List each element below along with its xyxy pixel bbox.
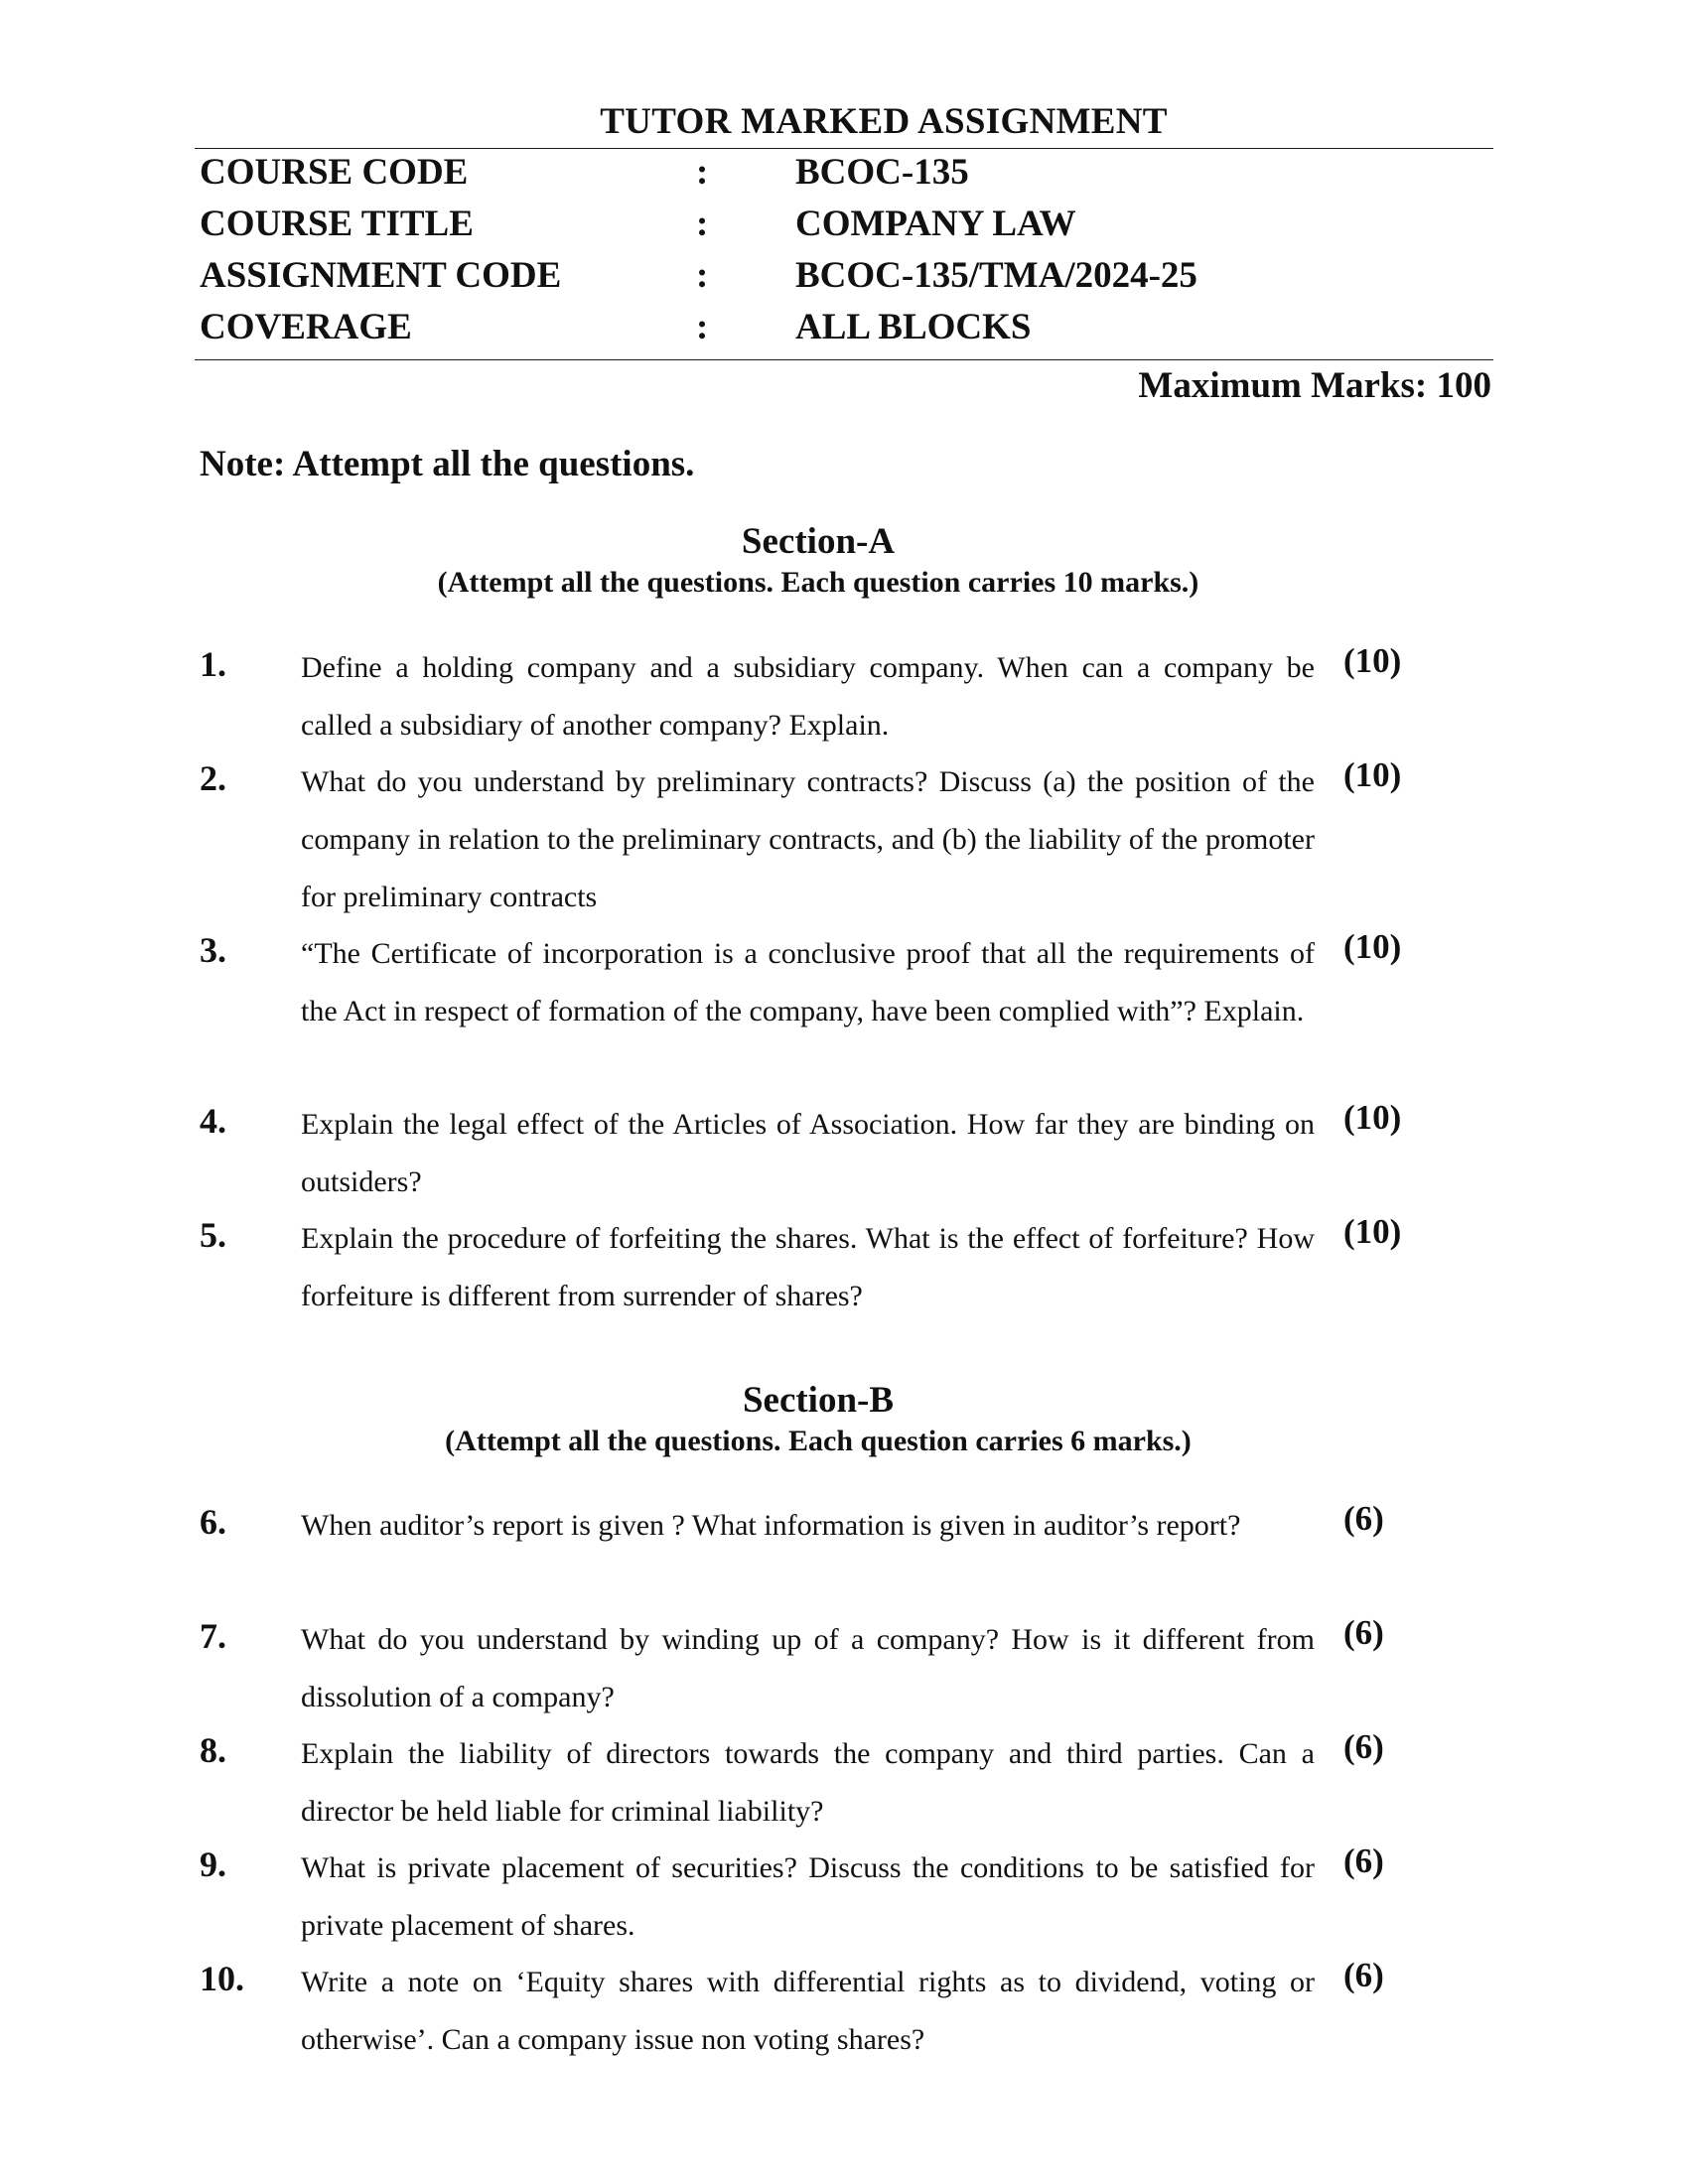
top-divider	[195, 148, 1493, 149]
question-text: “The Certificate of incorporation is a conclusive proof that all the requirements of the Act in respect of formation of the company, have been complied with”? Explain.	[301, 937, 1315, 1027]
question-marks: (10)	[1343, 927, 1402, 966]
field-value: BCOC-135/TMA/2024-25	[795, 255, 1197, 296]
section-b-instructions: (Attempt all the questions. Each question carries 6 marks.)	[445, 1425, 1192, 1457]
question-marks: (6)	[1343, 1613, 1384, 1652]
field-value: ALL BLOCKS	[795, 307, 1032, 347]
coverage-row	[0, 306, 1688, 355]
field-colon: :	[696, 255, 709, 296]
field-colon: :	[696, 152, 709, 193]
question-number: 9.	[200, 1844, 226, 1884]
question-marks: (6)	[1343, 1842, 1384, 1880]
question-text: Write a note on ‘Equity shares with differential rights as to dividend, voting or otherwise’. Can a company issue non voting shares?	[301, 1966, 1315, 2056]
question-number: 7.	[200, 1616, 226, 1656]
instruction-note: Note: Attempt all the questions.	[200, 444, 695, 484]
question-text: What do you understand by winding up of a company? How is it different from dissolution of a company?	[301, 1623, 1315, 1713]
bottom-divider	[195, 359, 1493, 360]
question-number: 4.	[200, 1101, 226, 1141]
question-number: 5.	[200, 1215, 226, 1255]
field-label: COVERAGE	[200, 307, 412, 347]
question-marks: (10)	[1343, 755, 1402, 794]
question-text: What do you understand by preliminary contracts? Discuss (a) the position of the company in relation to the preliminary contracts, and (b) the liability of the promoter for preliminary contracts	[301, 765, 1315, 913]
question-marks: (10)	[1343, 1212, 1402, 1251]
question-marks: (10)	[1343, 641, 1402, 680]
course-code-row	[0, 151, 1688, 201]
field-label: ASSIGNMENT CODE	[200, 255, 562, 296]
course-title-row	[0, 203, 1688, 252]
question-text: Explain the procedure of forfeiting the shares. What is the effect of forfeiture? How forfeiture is different from surrender of shares?	[301, 1222, 1315, 1312]
question-number: 3.	[200, 930, 226, 970]
section-a-title: Section-A	[741, 521, 896, 562]
question-marks: (6)	[1343, 1499, 1384, 1538]
maximum-marks: Maximum Marks: 100	[1138, 365, 1491, 406]
field-label: COURSE TITLE	[200, 204, 474, 244]
field-colon: :	[696, 307, 709, 347]
field-value: COMPANY LAW	[795, 204, 1076, 244]
document-title: TUTOR MARKED ASSIGNMENT	[600, 101, 1168, 142]
question-number: 1.	[200, 644, 226, 684]
question-text: Explain the legal effect of the Articles of Association. How far they are binding on outsiders?	[301, 1108, 1315, 1198]
field-value: BCOC-135	[795, 152, 969, 193]
question-marks: (6)	[1343, 1727, 1384, 1766]
question-text: Define a holding company and a subsidiary company. When can a company be called a subsidiary of another company? Explain.	[301, 651, 1315, 742]
section-b-title: Section-B	[742, 1380, 895, 1421]
question-text: When auditor’s report is given ? What information is given in auditor’s report?	[301, 1509, 1241, 1542]
question-marks: (6)	[1343, 1956, 1384, 1994]
question-number: 10.	[200, 1959, 244, 1998]
section-a-instructions: (Attempt all the questions. Each question carries 10 marks.)	[437, 566, 1199, 599]
question-text: Explain the liability of directors towards the company and third parties. Can a director be held liable for criminal liability?	[301, 1737, 1315, 1828]
question-text: What is private placement of securities? Discuss the conditions to be satisfied for private placement of shares.	[301, 1851, 1315, 1942]
assignment-code-row	[0, 254, 1688, 304]
question-number: 2.	[200, 758, 226, 798]
field-colon: :	[696, 204, 709, 244]
field-label: COURSE CODE	[200, 152, 469, 193]
question-marks: (10)	[1343, 1098, 1402, 1137]
question-number: 6.	[200, 1502, 226, 1542]
question-number: 8.	[200, 1730, 226, 1770]
